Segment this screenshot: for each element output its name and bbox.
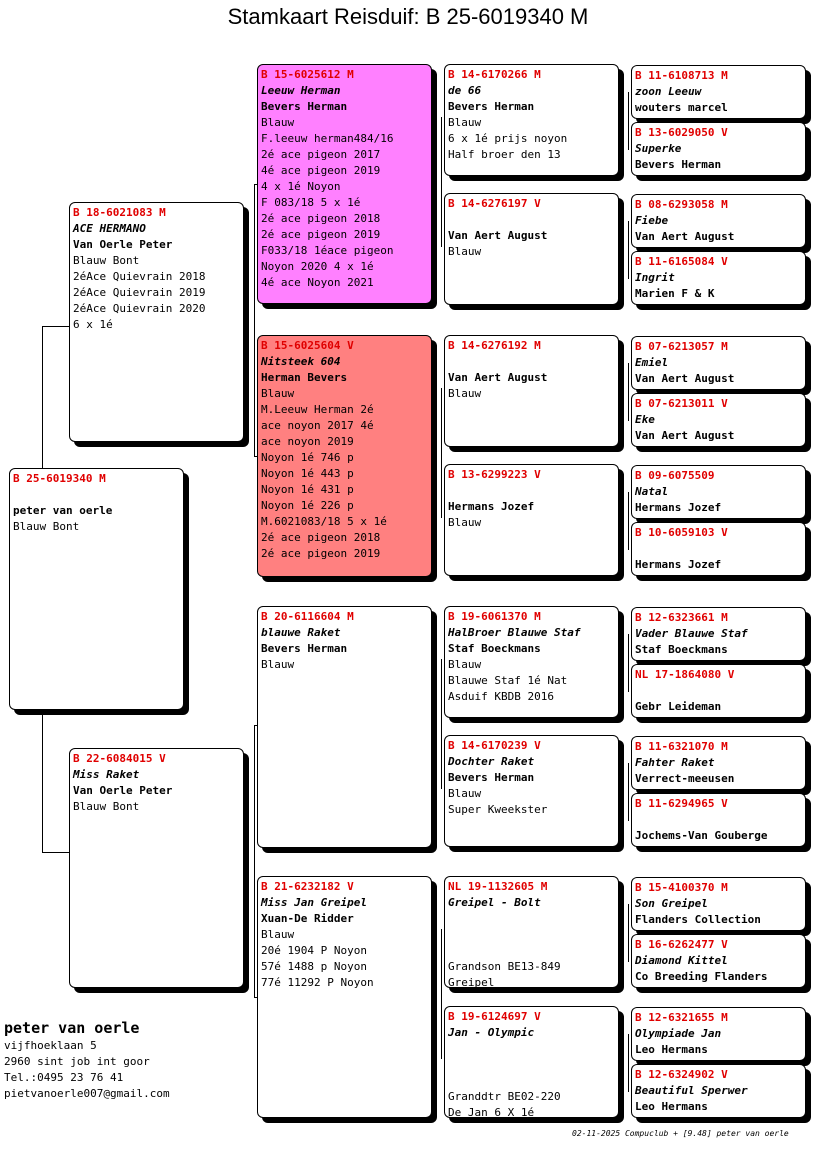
owner-name: Jochems-Van Gouberge	[635, 829, 768, 842]
info-line: Blauwe Staf 1é Nat	[448, 674, 568, 687]
pigeon-name: Fahter Raket	[635, 756, 715, 769]
info-line: Noyon 1é 443 p	[261, 467, 354, 480]
ring-number: B 25-6019340 M	[13, 472, 106, 485]
owner-name: Staf Boeckmans	[448, 642, 541, 655]
info-line	[448, 1073, 615, 1089]
pigeon-name: Greipel - Bolt	[448, 896, 541, 909]
owner-name: Van Aert August	[448, 371, 548, 384]
info-line: 2éAce Quievrain 2019	[73, 286, 206, 299]
pigeon-name	[635, 683, 802, 699]
ring-number: B 14-6276192 M	[448, 339, 541, 352]
ring-number: B 11-6321070 M	[635, 740, 728, 753]
info-line: 4 x 1é Noyon	[261, 180, 341, 193]
connector-line	[628, 763, 629, 821]
pigeon-card-ffm[interactable]	[444, 193, 619, 305]
ring-number: B 07-6213057 M	[635, 340, 728, 353]
owner-name: Van Aert August	[448, 229, 548, 242]
info-line: Blauw	[261, 658, 295, 671]
pigeon-card-g5[interactable]	[631, 336, 806, 390]
pigeon-name	[635, 812, 802, 828]
pigeon-name: Olympiade Jan	[635, 1027, 722, 1040]
info-line: F033/18 1éace pigeon	[261, 244, 394, 257]
info-line: Blauw	[448, 116, 482, 129]
info-line: 57é 1488 p Noyon	[261, 960, 367, 973]
owner-info-tel: Tel.:0495 23 76 41	[4, 1071, 124, 1084]
pigeon-card-fff[interactable]	[444, 64, 619, 176]
pigeon-name	[448, 483, 615, 499]
info-line: Noyon 1é 226 p	[261, 499, 354, 512]
pigeon-name	[13, 487, 180, 503]
info-line: Blauw Bont	[13, 520, 80, 533]
info-line: Blauw	[261, 116, 295, 129]
pigeon-card-mm[interactable]	[257, 876, 432, 1118]
info-line: Granddtr BE02-220	[448, 1090, 561, 1103]
pigeon-card-father[interactable]	[69, 202, 244, 442]
pigeon-name: Son Greipel	[635, 897, 708, 910]
ring-number: B 12-6324902 V	[635, 1068, 728, 1081]
pigeon-name: Natal	[635, 485, 669, 498]
owner-name: Marien F & K	[635, 287, 715, 300]
ring-number: B 16-6262477 V	[635, 938, 728, 951]
pigeon-name: Superke	[635, 142, 682, 155]
connector-line	[628, 1034, 629, 1092]
info-line: Blauw Bont	[73, 800, 140, 813]
info-line: Blauw	[448, 245, 482, 258]
info-line: 6 x 1é	[73, 318, 113, 331]
connector-line	[42, 852, 70, 853]
info-line: 2é ace pigeon 2018	[261, 531, 381, 544]
owner-name	[448, 1041, 615, 1057]
pigeon-name: Jan - Olympic	[448, 1026, 535, 1039]
info-line: M.6021083/18 5 x 1é	[261, 515, 387, 528]
ring-number: B 12-6321655 M	[635, 1011, 728, 1024]
pigeon-card-fmm[interactable]	[444, 464, 619, 576]
pigeon-name: Miss Jan Greipel	[261, 896, 367, 909]
pigeon-card-g5[interactable]	[631, 793, 806, 847]
pigeon-name	[448, 212, 615, 228]
pigeon-card-mfm[interactable]	[444, 735, 619, 847]
info-line	[448, 927, 615, 943]
owner-name: Van Aert August	[635, 230, 735, 243]
ring-number: B 19-6124697 V	[448, 1010, 541, 1023]
owner-name: Co Breeding Flanders	[635, 970, 768, 983]
info-line: 77é 11292 P Noyon	[261, 976, 374, 989]
info-line: M.Leeuw Herman 2é	[261, 403, 374, 416]
owner-name: Van Oerle Peter	[73, 238, 173, 251]
pigeon-name	[448, 354, 615, 370]
ring-number: B 14-6276197 V	[448, 197, 541, 210]
info-line: 20é 1904 P Noyon	[261, 944, 367, 957]
connector-line	[441, 117, 442, 247]
owner-name: Leo Hermans	[635, 1100, 708, 1113]
ring-number: B 09-6075509	[635, 469, 715, 482]
info-line: Blauw	[261, 387, 295, 400]
ring-number: B 15-4100370 M	[635, 881, 728, 894]
ring-number: B 19-6061370 M	[448, 610, 541, 623]
connector-line	[628, 492, 629, 550]
owner-name	[448, 911, 615, 927]
info-line: 2é ace pigeon 2019	[261, 228, 381, 241]
pigeon-card-fmf[interactable]	[444, 335, 619, 447]
pigeon-card-g5[interactable]	[631, 122, 806, 176]
pigeon-card-mmm[interactable]	[444, 1006, 619, 1118]
pigeon-card-g5[interactable]	[631, 1007, 806, 1061]
connector-line	[441, 929, 442, 1059]
info-line: 2é ace pigeon 2019	[261, 547, 381, 560]
owner-name: Herman Bevers	[261, 371, 348, 384]
connector-line	[628, 363, 629, 421]
info-line: 2é ace pigeon 2017	[261, 148, 381, 161]
info-line: F 083/18 5 x 1é	[261, 196, 361, 209]
ring-number: NL 17-1864080 V	[635, 668, 735, 681]
info-line: Blauw Bont	[73, 254, 140, 267]
owner-name: Bevers Herman	[261, 642, 348, 655]
info-line	[448, 1057, 615, 1073]
ring-number: B 08-6293058 M	[635, 198, 728, 211]
pigeon-card-ff[interactable]	[257, 64, 432, 304]
pigeon-name: Dochter Raket	[448, 755, 535, 768]
info-line: Blauw	[448, 516, 482, 529]
info-line: Blauw	[448, 658, 482, 671]
owner-name: Hermans Jozef	[448, 500, 535, 513]
ring-number: B 15-6025612 M	[261, 68, 354, 81]
info-line: Blauw	[448, 787, 482, 800]
connector-line	[254, 184, 255, 456]
pigeon-name: Beautiful Sperwer	[635, 1084, 748, 1097]
pigeon-name: Diamond Kittel	[635, 954, 728, 967]
owner-info-address: vijfhoeklaan 5	[4, 1039, 97, 1052]
info-line: 4é ace pigeon 2019	[261, 164, 381, 177]
info-line: 2é ace pigeon 2018	[261, 212, 381, 225]
pigeon-name: Fiebe	[635, 214, 669, 227]
pigeon-name: de 66	[448, 84, 482, 97]
info-line	[448, 943, 615, 959]
info-line: Super Kweekster	[448, 803, 548, 816]
pigeon-name: Eke	[635, 413, 655, 426]
connector-line	[254, 725, 255, 997]
info-line: Half broer den 13	[448, 148, 561, 161]
pigeon-name: Ingrit	[635, 271, 675, 284]
owner-name: Leo Hermans	[635, 1043, 708, 1056]
pigeon-name: Nitsteek 604	[261, 355, 341, 368]
ring-number: B 07-6213011 V	[635, 397, 728, 410]
page-title: Stamkaart Reisduif: B 25-6019340 M	[227, 4, 589, 29]
owner-info	[4, 1018, 170, 1102]
owner-name: Van Oerle Peter	[73, 784, 173, 797]
ring-number: B 13-6299223 V	[448, 468, 541, 481]
owner-name: Bevers Herman	[448, 771, 535, 784]
connector-line	[628, 904, 629, 962]
ring-number: B 11-6294965 V	[635, 797, 728, 810]
owner-info-email: pietvanoerle007@gmail.com	[4, 1087, 170, 1100]
pigeon-card-g5[interactable]	[631, 934, 806, 988]
ring-number: B 11-6165084 V	[635, 255, 728, 268]
ring-number: B 20-6116604 M	[261, 610, 354, 623]
owner-name: Verrect-meeusen	[635, 772, 735, 785]
info-line: De Jan 6 X 1é	[448, 1106, 535, 1118]
info-line: 4é ace Noyon 2021	[261, 276, 374, 289]
owner-name: Bevers Herman	[635, 158, 722, 171]
pigeon-name	[635, 541, 802, 557]
connector-line	[628, 634, 629, 692]
pigeon-card-g5[interactable]	[631, 1064, 806, 1118]
info-line: Asduif KBDB 2016	[448, 690, 554, 703]
owner-name: Flanders Collection	[635, 913, 761, 926]
ring-number: B 22-6084015 V	[73, 752, 166, 765]
info-line: Grandson BE13-849	[448, 960, 561, 973]
pigeon-card-g5[interactable]	[631, 65, 806, 119]
info-line: ace noyon 2017 4é	[261, 419, 374, 432]
info-line: Noyon 1é 746 p	[261, 451, 354, 464]
ring-number: NL 19-1132605 M	[448, 880, 548, 893]
pigeon-card-g5[interactable]	[631, 736, 806, 790]
pigeon-card-g5[interactable]	[631, 522, 806, 576]
pigeon-card-mmf[interactable]	[444, 876, 619, 988]
pigeon-name: zoon Leeuw	[635, 85, 702, 98]
ring-number: B 18-6021083 M	[73, 206, 166, 219]
owner-name: Van Aert August	[635, 429, 735, 442]
pigeon-name: blauwe Raket	[261, 626, 341, 639]
owner-info-city: 2960 sint job int goor	[4, 1055, 150, 1068]
pigeon-card-g5[interactable]	[631, 664, 806, 718]
pigeon-name: Emiel	[635, 356, 669, 369]
owner-name: Gebr Leideman	[635, 700, 722, 713]
owner-name: Xuan-De Ridder	[261, 912, 354, 925]
connector-line	[628, 92, 629, 150]
ring-number: B 13-6029050 V	[635, 126, 728, 139]
info-line: F.leeuw herman484/16	[261, 132, 394, 145]
connector-line	[441, 388, 442, 518]
info-line: 2éAce Quievrain 2020	[73, 302, 206, 315]
info-line: Noyon 1é 431 p	[261, 483, 354, 496]
info-line: Noyon 2020 4 x 1é	[261, 260, 374, 273]
ring-number: B 14-6170266 M	[448, 68, 541, 81]
ring-number: B 21-6232182 V	[261, 880, 354, 893]
pigeon-card-subject[interactable]	[9, 468, 184, 710]
info-line: ace noyon 2019	[261, 435, 354, 448]
pigeon-card-g5[interactable]	[631, 251, 806, 305]
pigeon-name: HalBroer Blauwe Staf	[448, 626, 581, 639]
owner-name: Hermans Jozef	[635, 501, 722, 514]
owner-info-name: peter van oerle	[4, 1019, 140, 1037]
pigeon-card-mff[interactable]	[444, 606, 619, 718]
pigeon-name: Vader Blauwe Staf	[635, 627, 748, 640]
connector-line	[441, 659, 442, 789]
info-line: Blauw	[448, 387, 482, 400]
footer-credit: 02-11-2025 Compuclub + [9.48] peter van oerle	[572, 1129, 789, 1138]
owner-name: Hermans Jozef	[635, 558, 722, 571]
ring-number: B 10-6059103 V	[635, 526, 728, 539]
pigeon-card-fm[interactable]	[257, 335, 432, 577]
connector-line	[628, 221, 629, 279]
owner-name: Staf Boeckmans	[635, 643, 728, 656]
pigeon-name: ACE HERMANO	[73, 222, 146, 235]
ring-number: B 11-6108713 M	[635, 69, 728, 82]
ring-number: B 15-6025604 V	[261, 339, 354, 352]
pigeon-name: Miss Raket	[73, 768, 140, 781]
info-line: Blauw	[261, 928, 295, 941]
pigeon-card-mf[interactable]	[257, 606, 432, 848]
info-line: Greipel	[448, 976, 495, 988]
owner-name: Bevers Herman	[261, 100, 348, 113]
pigeon-card-mother[interactable]	[69, 748, 244, 988]
connector-line	[42, 326, 70, 327]
pigeon-card-g5[interactable]	[631, 194, 806, 248]
ring-number: B 14-6170239 V	[448, 739, 541, 752]
owner-name: wouters marcel	[635, 101, 728, 114]
pigeon-card-g5[interactable]	[631, 393, 806, 447]
owner-name: Van Aert August	[635, 372, 735, 385]
pigeon-name: Leeuw Herman	[261, 84, 341, 97]
owner-name: peter van oerle	[13, 504, 113, 517]
pigeon-card-g5[interactable]	[631, 877, 806, 931]
pigeon-card-g5[interactable]	[631, 607, 806, 661]
ring-number: B 12-6323661 M	[635, 611, 728, 624]
info-line: 6 x 1é prijs noyon	[448, 132, 568, 145]
owner-name: Bevers Herman	[448, 100, 535, 113]
pigeon-card-g5[interactable]	[631, 465, 806, 519]
info-line: 2éAce Quievrain 2018	[73, 270, 206, 283]
